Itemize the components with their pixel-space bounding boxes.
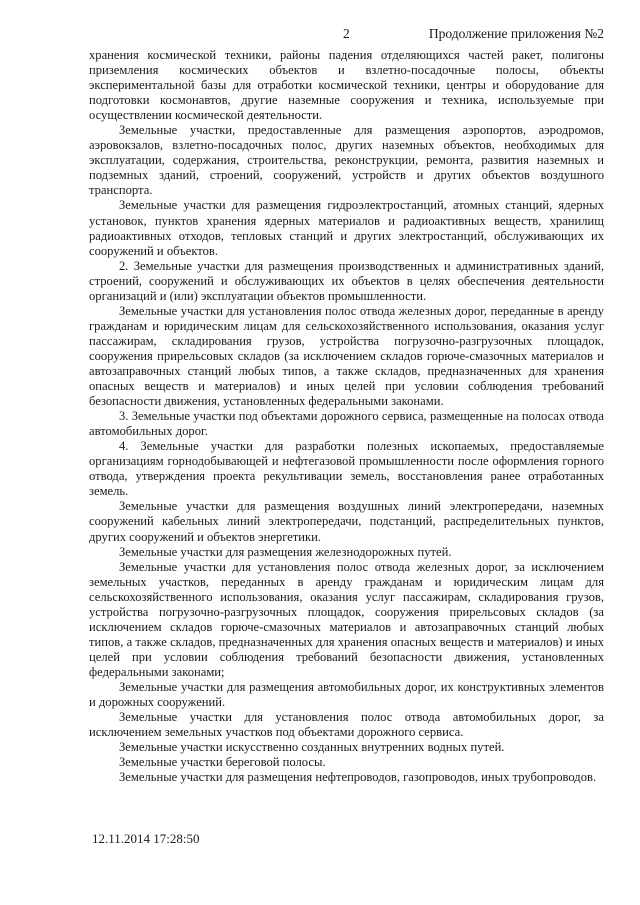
paragraph: 4. Земельные участки для разработки полезных ископаемых, предоставляемые организациям горнодобывающей и нефтегазовой промышленности после оформления горного отвода, утверждения проекта рекультивации земель, восстановления ранее отработанных земель. (89, 439, 604, 499)
paragraph: Земельные участки для установления полос отвода автомобильных дорог, за исключением земельных участков под объектами дорожного сервиса. (89, 710, 604, 740)
paragraph: Земельные участки для размещения воздушных линий электропередачи, наземных сооружений кабельных линий электропередачи, подстанций, распределительных пунктов, других сооружений и объектов энергетики. (89, 499, 604, 544)
paragraph: Земельные участки для размещения железнодорожных путей. (119, 544, 452, 559)
page-number: 2 (343, 26, 350, 41)
paragraph: Земельные участки для размещения автомобильных дорог, их конструктивных элементов и дорожных сооружений. (89, 679, 604, 710)
paragraph: 2. Земельные участки для размещения производственных и административных зданий, строений, сооружений и обслуживающих их объектов в целях обеспечения деятельности организаций и (или) эксплуатации объектов промышленности. (89, 258, 604, 303)
paragraph: Земельные участки для установления полос отвода железных дорог, переданные в аренду гражданам и юридическим лицам для сельскохозяйственного использования, оказания услуг пассажирам, складирования грузов, устройства погрузочно-разгрузочных площадок, сооружения прирельсовых складов (за исключением складов горюче-смазочных материалов и автозаправочных станций любых типов, а также складов, предназначенных для хранения опасных веществ и материалов) и иных целей при условии соблюдения требований безопасности движения, установленных федеральными законами. (89, 303, 604, 409)
appendix-continuation-header: Продолжение приложения №2 (428, 26, 604, 41)
paragraph: Земельные участки, предоставленные для размещения аэропортов, аэродромов, аэровокзалов, взлетно-посадочных полос, других наземных объектов, необходимых для эксплуатации, содержания, строительства, реконструкции, ремонта, развития наземных и подземных зданий, строений, сооружений, устройств и других объектов воздушного транспорта. (89, 123, 604, 198)
paragraph: 3. Земельные участки под объектами дорожного сервиса, размещенные на полосах отвода автомобильных дорог. (89, 409, 604, 439)
paragraph: Земельные участки для размещения нефтепроводов, газопроводов, иных трубопроводов. (119, 770, 597, 785)
document-body (89, 48, 604, 785)
paragraph: Земельные участки для размещения гидроэлектростанций, атомных станций, ядерных установок, пунктов хранения ядерных материалов и радиоактивных веществ, хранилищ радиоактивных отходов, тепловых станций и других электростанций, обслуживающих их сооружений и объектов. (89, 198, 604, 258)
paragraph: Земельные участки искусственно созданных внутренних водных путей. (119, 740, 505, 755)
paragraph: Земельные участки береговой полосы. (119, 755, 326, 770)
paragraph: Земельные участки для установления полос отвода железных дорог, за исключением земельных участков, переданных в аренду гражданам и юридическим лицам для сельскохозяйственного использования, оказания услуг пассажирам, складирования грузов, устройства погрузочно-разгрузочных площадок, сооружения прирельсовых складов (за исключением складов горюче-смазочных материалов и автозаправочных станций любых типов, а также складов, предназначенных для хранения опасных веществ и материалов) и иных целей при условии соблюдения требований безопасности движения, установленных федеральными законами; (89, 559, 604, 679)
paragraph: хранения космической техники, районы падения отделяющихся частей ракет, полигоны приземления космических объектов и взлетно-посадочные полосы, объекты экспериментальной базы для отработки космической техники, центры и оборудование для подготовки космонавтов, другие наземные сооружения и техника, используемые при осуществлении космической деятельности. (89, 48, 604, 123)
print-timestamp: 12.11.2014 17:28:50 (92, 831, 200, 846)
